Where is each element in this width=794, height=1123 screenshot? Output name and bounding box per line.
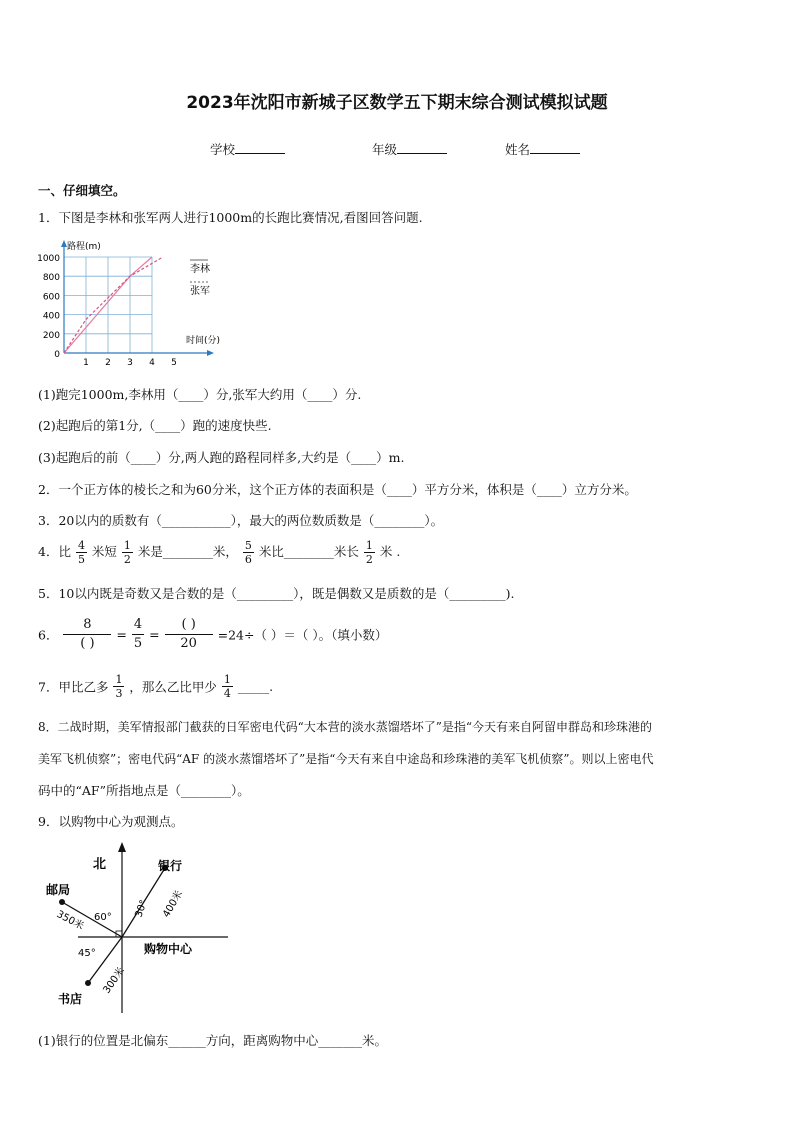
question-8-line-2: 美军飞机侦察”；密电代码“AF 的淡水蒸馏塔坏了”是指“今天有来自中途岛和珍珠港的美军飞机侦察”。则以上密电代	[38, 752, 654, 766]
question-1-sub3: (3)起跑后的前（____）分,两人跑的路程同样多,大约是（____）m.	[38, 450, 405, 465]
bank-angle: 30°	[133, 898, 150, 920]
y-tick-label: 800	[42, 273, 60, 284]
post-angle: 60°	[94, 912, 112, 923]
page-title: 2023年沈阳市新城子区数学五下期末综合测试模拟试题	[186, 93, 608, 113]
x-axis-label: 时间(分)	[186, 336, 221, 346]
q4-text-2: 米短	[91, 544, 117, 559]
question-1-sub1: (1)跑完1000m,李林用（____）分,张军大约用（____）分.	[38, 387, 362, 402]
question-8-line-3: 码中的“AF”所指地点是（________）。	[38, 783, 250, 798]
school-label: 学校	[210, 142, 236, 157]
series-line	[64, 257, 163, 353]
q4-fraction-2: $\frac{1}{2}$	[123, 539, 131, 566]
y-tick-label: 0	[54, 350, 60, 360]
bank-distance: 400米	[161, 888, 186, 920]
section-heading: 一、仔细填空。	[38, 183, 126, 198]
y-tick-label: 400	[42, 311, 60, 322]
y-tick-label: 600	[42, 292, 60, 303]
q4-text-5: 米 .	[379, 544, 401, 559]
q4-text-3: 米是________米，	[137, 544, 238, 559]
name-label: 姓名	[505, 142, 531, 157]
grade-field[interactable]	[372, 140, 447, 158]
x-axis-arrow	[207, 350, 214, 356]
question-6	[38, 616, 387, 653]
q6-eq-1: =	[116, 627, 127, 642]
north-label: 北	[93, 857, 107, 872]
book-point	[85, 980, 91, 986]
book-angle: 45°	[78, 948, 96, 959]
school-field[interactable]	[210, 140, 285, 158]
q6-fraction-3: $\frac{( )}{20}$	[165, 616, 213, 653]
y-tick-label: 1000	[37, 254, 60, 264]
book-distance: 300米	[101, 965, 128, 996]
question-7	[38, 673, 273, 700]
direction-map	[38, 838, 228, 1018]
q7-text-3: _____.	[237, 679, 274, 694]
post-label: 邮局	[46, 883, 71, 897]
post-point	[59, 899, 65, 905]
north-arrow-icon	[118, 842, 126, 852]
race-chart	[34, 236, 234, 366]
y-tick-label: 200	[42, 330, 60, 341]
legend-label: 张军	[190, 286, 210, 297]
q6-fraction-2: $\frac{4}{5}$	[133, 617, 143, 651]
x-tick-label: 1	[83, 358, 89, 366]
q7-fraction-2: $\frac{1}{4}$	[223, 673, 231, 700]
q7-fraction-1: $\frac{1}{3}$	[115, 673, 123, 700]
x-tick-label: 3	[127, 358, 133, 366]
grade-label: 年级	[372, 142, 398, 157]
question-4	[38, 539, 400, 566]
bank-label: 银行	[158, 859, 183, 873]
q4-text-1: 4．比	[38, 544, 71, 559]
center-label: 购物中心	[144, 942, 193, 956]
q6-rest: =24÷（ ）＝（ ）。（填小数）	[217, 627, 388, 643]
question-9-sub1: (1)银行的位置是北偏东______方向，距离购物中心_______米。	[38, 1033, 387, 1048]
post-distance: 350米	[54, 908, 86, 933]
q4-fraction-1: $\frac{4}{5}$	[77, 539, 85, 566]
legend-label: 李林	[190, 264, 210, 275]
q6-label: 6．	[38, 627, 59, 643]
q6-eq-2: =	[149, 627, 160, 642]
x-tick-label: 2	[105, 358, 111, 366]
question-1-sub2: (2)起跑后的第1分,（____）跑的速度快些.	[38, 418, 272, 433]
question-3: 3．20以内的质数有（___________），最大的两位数质数是（________）。	[38, 513, 444, 528]
x-tick-label: 4	[149, 358, 155, 366]
question-8-line-1: 8．二战时期，美军情报部门截获的日军密电代码“大本营的淡水蒸馏塔坏了”是指“今天有来自阿留申群岛和珍珠港的	[38, 720, 653, 734]
question-2: 2．一个正方体的棱长之和为60分米，这个正方体的表面积是（____）平方分米，体积是（____）立方分米。	[38, 482, 637, 497]
question-1: 1．下图是李林和张军两人进行1000m的长跑比赛情况,看图回答问题.	[38, 210, 423, 225]
question-5: 5．10以内既是奇数又是合数的是（_________），既是偶数又是质数的是（_________).	[38, 586, 515, 601]
question-9: 9．以购物中心为观测点。	[38, 814, 184, 829]
q4-fraction-3: $\frac{5}{6}$	[244, 539, 252, 566]
q6-fraction-1: $\frac{8}{( )}$	[63, 616, 111, 653]
q4-text-4: 米比________米长	[258, 544, 359, 559]
x-tick-label: 5	[171, 358, 177, 366]
q7-text-2: ，那么乙比甲少	[129, 679, 217, 695]
q4-fraction-4: $\frac{1}{2}$	[365, 539, 373, 566]
name-field[interactable]	[505, 140, 580, 158]
y-axis-label: 路程(m)	[67, 242, 101, 252]
book-label: 书店	[58, 992, 83, 1006]
q7-text-1: 7．甲比乙多	[38, 679, 109, 695]
